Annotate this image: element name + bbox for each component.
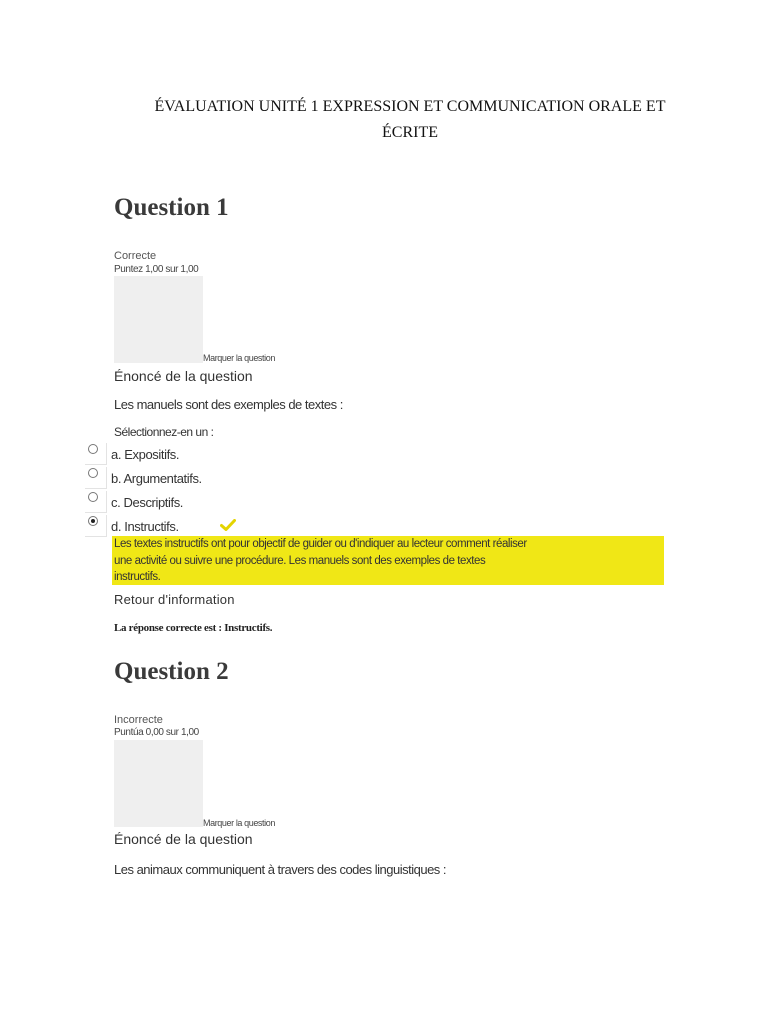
correct-answer: La réponse correcte est : Instructifs. — [114, 622, 273, 634]
document-title-line-2: ÉCRITE — [382, 124, 438, 141]
option-b-radio[interactable] — [85, 467, 107, 489]
question-1-text: Les manuels sont des exemples de textes : — [114, 397, 343, 412]
feedback-title: Retour d'information — [114, 592, 235, 607]
option-b-label[interactable]: b. Argumentatifs. — [111, 470, 202, 486]
question-2-text: Les animaux communiquent à travers des codes linguistiques : — [114, 862, 447, 877]
question-2-flag-link[interactable]: Marquer la question — [203, 818, 275, 828]
option-a-label[interactable]: a. Expositifs. — [111, 446, 180, 462]
question-1-statement-title: Énoncé de la question — [114, 368, 253, 384]
option-c-radio[interactable] — [85, 491, 107, 513]
check-icon — [220, 519, 236, 531]
option-c[interactable] — [85, 491, 255, 513]
specific-feedback — [112, 536, 664, 585]
question-1-grade: Puntez 1,00 sur 1,00 — [114, 264, 199, 275]
question-1-flag-area[interactable] — [114, 276, 203, 363]
question-2-heading: Question 2 — [114, 658, 229, 685]
document-title-line-1: ÉVALUATION UNITÉ 1 EXPRESSION ET COMMUNICATION ORALE ET — [154, 98, 666, 115]
option-c-label[interactable]: c. Descriptifs. — [111, 494, 184, 510]
feedback-line-3: instructifs. — [114, 571, 161, 583]
option-a[interactable] — [85, 443, 255, 465]
option-d-radio-selected[interactable] — [85, 515, 107, 537]
document-title — [100, 94, 720, 146]
question-1-status: Correcte — [114, 250, 157, 262]
question-2-flag-area[interactable] — [114, 740, 203, 827]
question-1-flag-link[interactable]: Marquer la question — [203, 353, 275, 363]
question-2-status: Incorrecte — [114, 714, 163, 726]
feedback-line-2: une activité ou suivre une procédure. Les manuels sont des exemples de textes — [114, 555, 486, 567]
question-2-statement-title: Énoncé de la question — [114, 831, 253, 847]
feedback-line-1: Les textes instructifs ont pour objectif de guider ou d'indiquer au lecteur comment réaliser — [114, 538, 527, 550]
option-a-radio[interactable] — [85, 443, 107, 465]
option-d-label[interactable]: d. Instructifs. — [111, 518, 179, 534]
question-2-grade: Puntúa 0,00 sur 1,00 — [114, 727, 199, 738]
option-b[interactable] — [85, 467, 255, 489]
question-1-select-prompt: Sélectionnez-en un : — [114, 425, 214, 439]
question-1-heading: Question 1 — [114, 194, 229, 221]
